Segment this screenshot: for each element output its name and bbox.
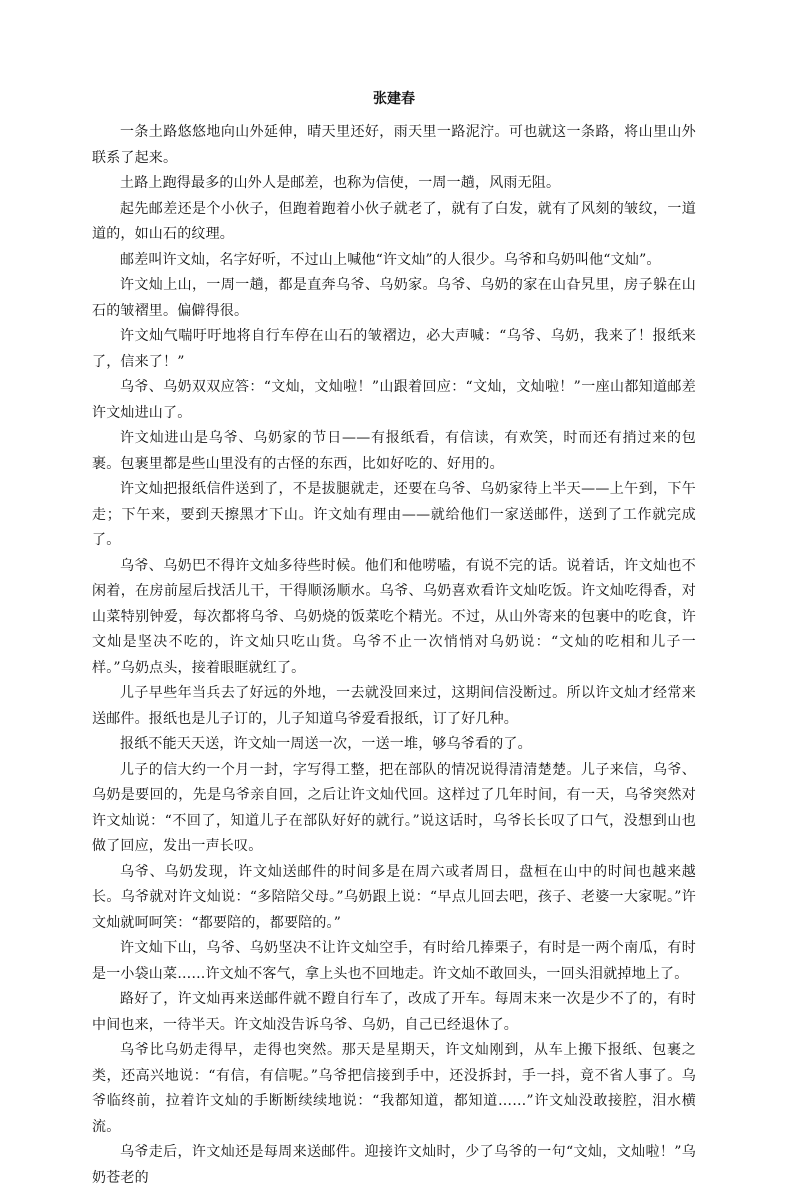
paragraph: 土路上跑得最多的山外人是邮差，也称为信使，一周一趟，风雨无阻。 (120, 175, 561, 191)
paragraph: 儿子的信大约一个月一封，字写得工整，把在部队的情况说得清清楚楚。儿子来信，乌爷、乌奶是要回的，先是乌爷亲自回，之后让许文灿代回。这样过了几年时间，有一天，乌爷突然对许文灿说：“不回了，知道儿子在部队好好的就行。”说这话时，乌爷长长叹了口气，没想到山也做了回应，发出一声长叹。 (92, 761, 696, 854)
paragraph: 儿子早些年当兵去了好远的外地，一去就没回来过，这期间信没断过。所以许文灿才经常来送邮件。报纸也是儿子订的，儿子知道乌爷爱看报纸，订了好几种。 (92, 685, 696, 727)
paragraph: 许文灿把报纸信件送到了，不是拔腿就走，还要在乌爷、乌奶家待上半天——上午到，下午走；下午来，要到天擦黑才下山。许文灿有理由——就给他们一家送邮件，送到了工作就完成了。 (92, 481, 696, 548)
paragraph: 乌爷比乌奶走得早，走得也突然。那天是星期天，许文灿刚到，从车上搬下报纸、包裹之类，还高兴地说：“有信，有信呢。”乌爷把信接到手中，还没拆封，手一抖，竟不省人事了。乌爷临终前，拉着许文灿的手断断续续地说：“我都知道，都知道……”许文灿没敢接腔，泪水横流。 (92, 1042, 696, 1135)
paragraph: 起先邮差还是个小伙子，但跑着跑着小伙子就老了，就有了白发，就有了风刻的皱纹，一道道的，如山石的纹理。 (92, 200, 696, 242)
paragraph: 乌爷走后，许文灿还是每周来送邮件。迎接许文灿时，少了乌爷的一句“文灿，文灿啦！”乌奶苍老的 (92, 1144, 696, 1186)
paragraph: 许文灿进山是乌爷、乌奶家的节日——有报纸看，有信读，有欢笑，时而还有捎过来的包裹。包裹里都是些山里没有的古怪的东西，比如好吃的、好用的。 (92, 430, 696, 472)
paragraph: 许文灿上山，一周一趟，都是直奔乌爷、乌奶家。乌爷、乌奶的家在山旮旯里，房子躲在山石的皱褶里。偏僻得很。 (92, 277, 696, 319)
paragraph: 乌爷、乌奶巴不得许文灿多待些时候。他们和他唠嗑，有说不完的话。说着话，许文灿也不闲着，在房前屋后找活儿干，干得顺汤顺水。乌爷、乌奶喜欢看许文灿吃饭。许文灿吃得香，对山菜特别钟爱，每次都将乌爷、乌奶烧的饭菜吃个精光。不过，从山外寄来的包裹中的吃食，许文灿是坚决不吃的，许文灿只吃山货。乌爷不止一次悄悄对乌奶说：“文灿的吃相和儿子一样。”乌奶点头，接着眼眶就红了。 (92, 557, 696, 676)
paragraph: 许文灿气喘吁吁地将自行车停在山石的皱褶边，必大声喊：“乌爷、乌奶，我来了！报纸来了，信来了！” (92, 328, 696, 370)
paragraph: 路好了，许文灿再来送邮件就不蹬自行车了，改成了开车。每周末来一次是少不了的，有时中间也来，一待半天。许文灿没告诉乌爷、乌奶，自己已经退休了。 (92, 991, 696, 1033)
paragraph: 乌爷、乌奶发现，许文灿送邮件的时间多是在周六或者周日，盘桓在山中的时间也越来越长。乌爷就对许文灿说：“多陪陪父母。”乌奶跟上说：“早点儿回去吧，孩子、老婆一大家呢。”许文灿就呵呵笑：“都要陪的，都要陪的。” (92, 863, 696, 931)
paragraph: 邮差叫许文灿，名字好听，不过山上喊他“许文灿”的人很少。乌爷和乌奶叫他“文灿”。 (120, 251, 661, 268)
paragraph: 报纸不能天天送，许文灿一周送一次，一送一堆，够乌爷看的了。 (120, 736, 532, 752)
paragraph: 乌爷、乌奶双双应答：“文灿，文灿啦！”山跟着回应：“文灿，文灿啦！”一座山都知道邮差许文灿进山了。 (92, 379, 696, 421)
paragraph: 许文灿下山，乌爷、乌奶坚决不让许文灿空手，有时给几捧栗子，有时是一两个南瓜，有时是一小袋山菜……许文灿不客气，拿上头也不回地走。许文灿不敢回头，一回头泪就掉地上了。 (92, 940, 696, 982)
author-name: 张建春 (373, 91, 415, 107)
paragraph: 一条土路悠悠地向山外延伸，晴天里还好，雨天里一路泥泞。可也就这一条路，将山里山外联系了起来。 (92, 124, 696, 166)
